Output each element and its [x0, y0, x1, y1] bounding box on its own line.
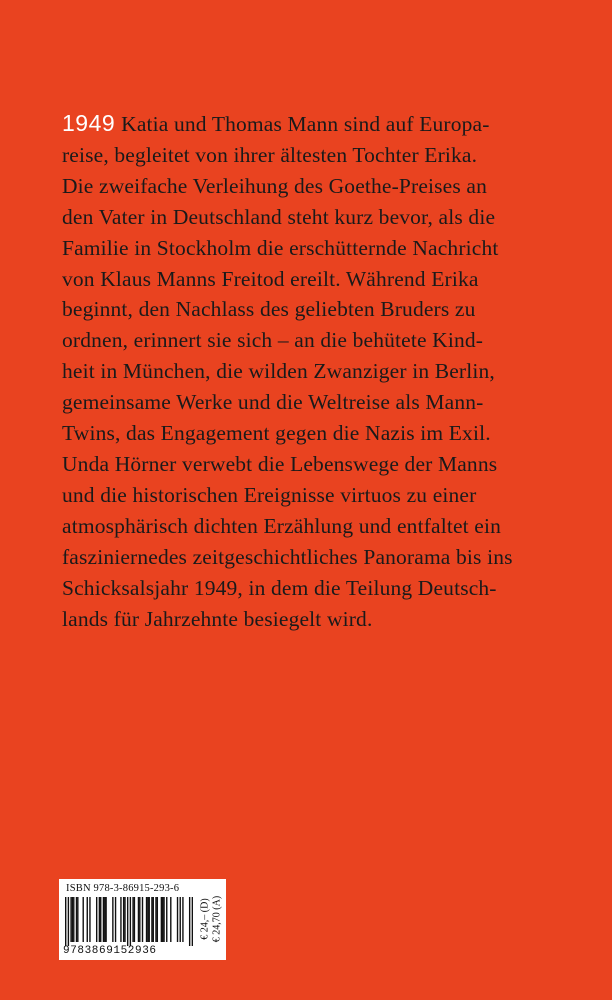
- barcode-bar-28: [146, 897, 147, 942]
- blurb-line-11: Twins, das Engagement gegen die Nazis im Exil.: [62, 421, 491, 446]
- blurb-line-17: lands für Jahrzehnte besiegelt wird.: [62, 606, 373, 631]
- blurb-line-9: heit in München, die wilden Zwanziger in Berlin,: [62, 359, 495, 384]
- barcode-bar-14: [104, 897, 105, 942]
- book-blurb: [62, 108, 562, 634]
- barcode-bar-26: [139, 897, 140, 942]
- barcode-bar-35: [161, 897, 162, 942]
- barcode-bar-36: [162, 897, 163, 942]
- blurb-line-12: Unda Hörner verwebt die Lebenswege der Manns: [62, 451, 498, 476]
- blurb-line-4: den Vater in Deutschland steht kurz bevor, als die: [62, 204, 496, 229]
- barcode-bar-4: [73, 897, 74, 942]
- barcode-bars: [65, 897, 193, 946]
- barcode-bar-7: [83, 897, 84, 942]
- barcode-bar-21: [127, 897, 128, 946]
- barcode-bar-31: [151, 897, 152, 942]
- barcode-bar-15: [105, 897, 106, 942]
- barcode-bar-41: [180, 897, 181, 942]
- barcode-bar-32: [153, 897, 154, 942]
- barcode-bar-2: [70, 897, 71, 942]
- barcode-bar-3: [72, 897, 73, 942]
- barcode-bar-38: [166, 897, 167, 942]
- blurb-line-2: reise, begleitet von ihrer ältesten Tochter Erika.: [62, 142, 478, 167]
- barcode-bar-37: [163, 897, 164, 942]
- barcode-bar-30: [149, 897, 150, 942]
- isbn-barcode-box: [59, 879, 226, 960]
- blurb-line-8: ordnen, erinnert sie sich – an die behütete Kind-: [62, 328, 484, 353]
- barcode-bar-1: [68, 897, 69, 946]
- barcode-bar-33: [155, 897, 156, 942]
- barcode-bar-13: [103, 897, 104, 942]
- price-column: [197, 881, 225, 958]
- barcode-bar-20: [124, 897, 125, 942]
- barcode-bar-9: [89, 897, 90, 942]
- barcode-bar-17: [115, 897, 116, 942]
- barcode-bar-8: [87, 897, 88, 942]
- barcode-bar-11: [99, 897, 100, 942]
- price-austria: € 24,70 (A): [211, 895, 223, 943]
- barcode-bar-40: [177, 897, 178, 942]
- barcode-bar-27: [142, 897, 143, 942]
- barcode-bar-24: [134, 897, 135, 942]
- barcode-bar-44: [192, 897, 193, 946]
- barcode-bar-6: [77, 897, 78, 942]
- blurb-year: 1949: [62, 110, 116, 136]
- barcode-bar-39: [170, 897, 171, 942]
- ean-digits: 9783869152936: [63, 945, 157, 957]
- barcode-bar-16: [112, 897, 113, 942]
- blurb-line-5: Familie in Stockholm die erschütternde Nachricht: [62, 235, 499, 260]
- barcode-bar-19: [123, 897, 124, 942]
- blurb-line-6: von Klaus Manns Freitod ereilt. Während Erika: [62, 266, 479, 291]
- barcode-bar-10: [96, 897, 97, 942]
- blurb-line-1: [62, 108, 562, 140]
- barcode-bar-0: [65, 897, 66, 946]
- barcode-bar-43: [189, 897, 190, 946]
- price-germany: € 24,– (D): [199, 898, 211, 940]
- barcode-bar-5: [76, 897, 77, 942]
- barcode-bar-42: [182, 897, 183, 942]
- barcode-bar-25: [138, 897, 139, 942]
- blurb-line-14: atmosphärisch dichten Erzählung und entfaltet ein: [62, 513, 501, 538]
- blurb-line-text: Katia und Thomas Mann sind auf Europa-: [121, 112, 490, 136]
- blurb-line-13: und die historischen Ereignisse virtuos zu einer: [62, 482, 477, 507]
- blurb-line-3: Die zweifache Verleihung des Goethe-Preises an: [62, 173, 487, 198]
- barcode-bar-29: [147, 897, 148, 942]
- blurb-line-7: beginnt, den Nachlass des geliebten Bruders zu: [62, 297, 476, 322]
- barcode-bar-34: [157, 897, 158, 942]
- blurb-line-16: Schicksalsjahr 1949, in dem die Teilung Deutsch-: [62, 575, 497, 600]
- barcode-bar-22: [130, 897, 131, 946]
- blurb-line-10: gemeinsame Werke und die Weltreise als Mann-: [62, 390, 484, 415]
- barcode-bar-12: [100, 897, 101, 942]
- isbn-label: ISBN 978-3-86915-293-6: [66, 883, 180, 894]
- blurb-line-15: fasziniernedes zeitgeschichtliches Panorama bis ins: [62, 544, 513, 569]
- barcode-bar-18: [120, 897, 121, 942]
- barcode-bar-23: [132, 897, 133, 942]
